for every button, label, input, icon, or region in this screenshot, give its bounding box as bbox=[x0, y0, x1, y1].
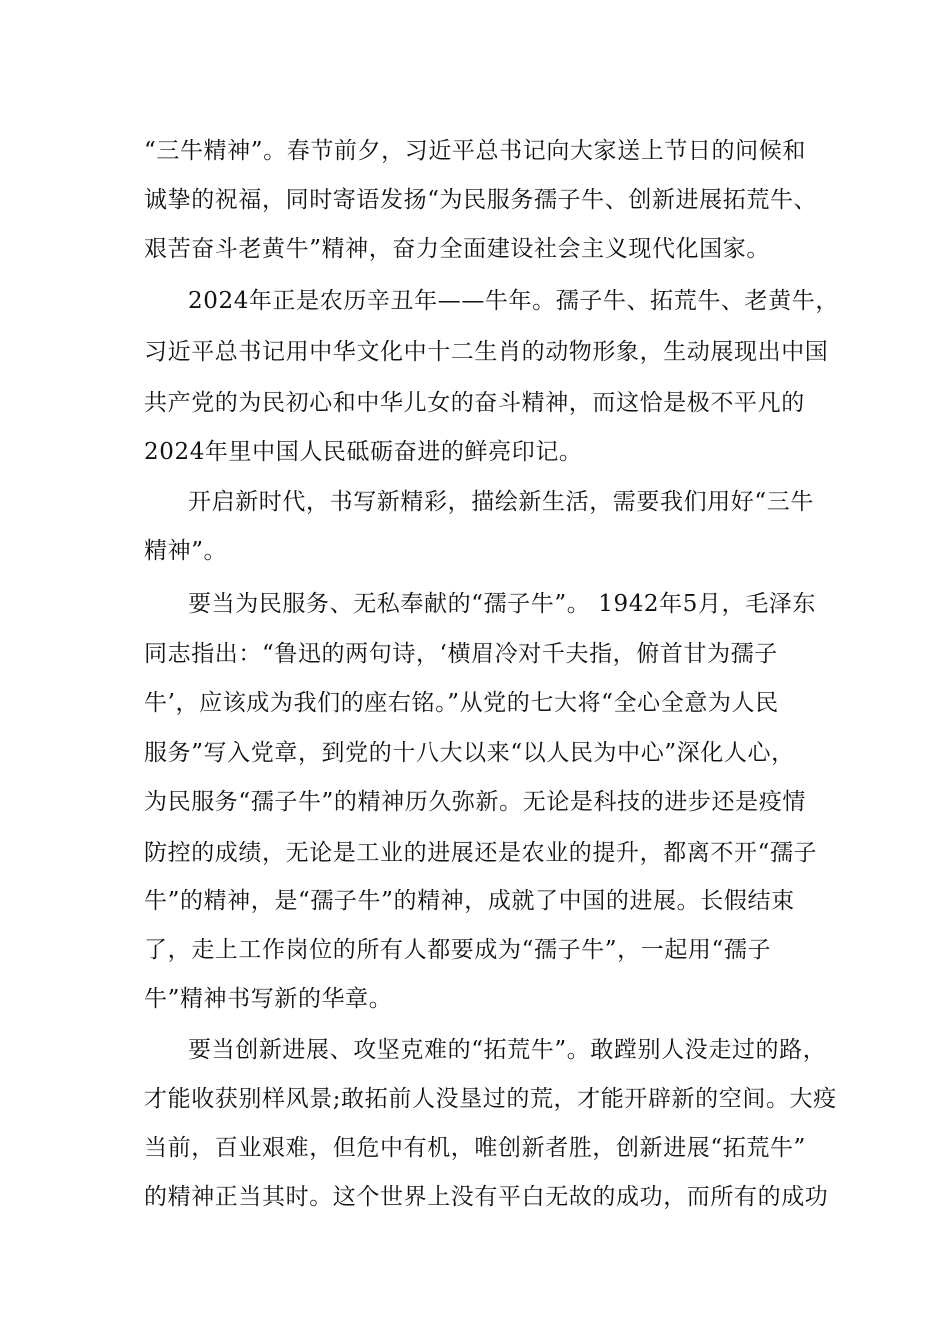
text-line: “三牛精神”。春节前夕，习近平总书记向大家送上节日的问候和 bbox=[144, 138, 806, 164]
text-line: 牛”精神书写新的华章。 bbox=[144, 986, 393, 1012]
text-line: 2024年里中国人民砥砺奋进的鲜亮印记。 bbox=[144, 439, 583, 465]
text-line: 共产党的为民初心和中华儿女的奋斗精神，而这恰是极不平凡的 bbox=[144, 390, 805, 416]
text-line: 牛’，应该成为我们的座右铭。”从党的七大将“全心全意为人民 bbox=[144, 690, 779, 716]
text-line: 要当创新进展、攻坚克难的“拓荒牛”。敢蹚别人没走过的路， bbox=[188, 1037, 827, 1063]
text-line: 开启新时代，书写新精彩，描绘新生活，需要我们用好“三牛 bbox=[188, 489, 814, 515]
text-line: 了，走上工作岗位的所有人都要成为“孺子牛”，一起用“孺子 bbox=[144, 937, 772, 963]
text-line: 精神”。 bbox=[144, 538, 228, 564]
text-line: 2024年正是农历辛丑年——牛年。孺子牛、拓荒牛、老黄牛， bbox=[188, 288, 839, 314]
text-line: 服务”写入党章，到党的十八大以来“以人民为中心”深化人心， bbox=[144, 740, 795, 766]
text-line: 为民服务“孺子牛”的精神历久弥新。无论是科技的进步还是疫情 bbox=[144, 789, 806, 815]
text-line: 牛”的精神，是“孺子牛”的精神，成就了中国的进展。长假结束 bbox=[144, 888, 795, 914]
text-line: 诚挚的祝福，同时寄语发扬“为民服务孺子牛、创新进展拓荒牛、 bbox=[144, 187, 818, 213]
text-line: 当前，百业艰难，但危中有机，唯创新者胜，创新进展“拓荒牛” bbox=[144, 1135, 806, 1161]
text-line: 防控的成绩，无论是工业的进展还是农业的提升，都离不开“孺子 bbox=[144, 840, 818, 866]
text-line: 才能收获别样风景;敢拓前人没垦过的荒，才能开辟新的空间。大疫 bbox=[144, 1086, 837, 1112]
text-line: 习近平总书记用中华文化中十二生肖的动物形象，生动展现出中国 bbox=[144, 339, 829, 365]
text-line: 同志指出：“鲁迅的两句诗，‘横眉冷对千夫指，俯首甘为孺子 bbox=[144, 641, 778, 667]
text-line: 的精神正当其时。这个世界上没有平白无故的成功，而所有的成功 bbox=[144, 1184, 829, 1210]
text-line: 要当为民服务、无私奉献的“孺子牛”。 1942年5月，毛泽东 bbox=[188, 591, 816, 617]
text-line: 艰苦奋斗老黄牛”精神，奋力全面建设社会主义现代化国家。 bbox=[144, 236, 770, 262]
